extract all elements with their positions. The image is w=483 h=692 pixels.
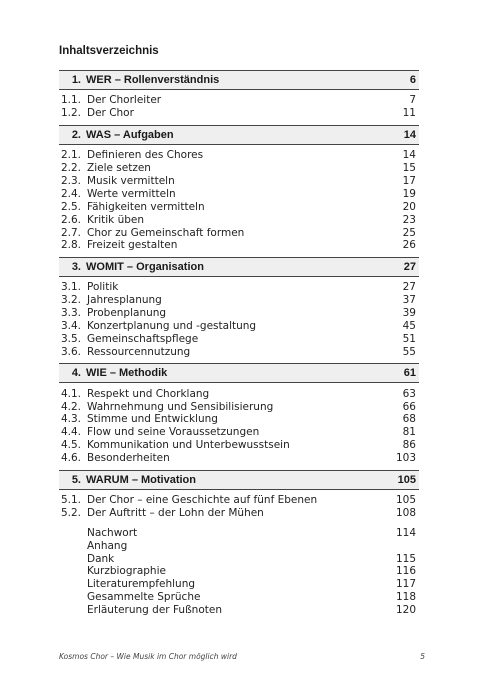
chapter-heading[interactable] — [59, 470, 419, 490]
toc-entry[interactable] — [59, 307, 419, 320]
chapter-title: WARUM – Motivation — [86, 473, 196, 486]
chapter-page: 105 — [397, 473, 416, 486]
appendix-page: 118 — [395, 591, 416, 604]
entry-number: 4.3. — [60, 413, 81, 426]
entry-number: 3.5. — [60, 332, 81, 345]
entry-title: Stimme und Entwicklung — [87, 413, 218, 426]
appendix-entry[interactable] — [59, 526, 419, 539]
entry-number: 2.2. — [60, 162, 81, 175]
appendix-page: 116 — [395, 565, 416, 578]
entry-page: 63 — [402, 387, 416, 400]
entry-title: Kritik üben — [87, 213, 145, 226]
toc-entry[interactable] — [59, 294, 419, 307]
appendix-entry[interactable] — [59, 604, 419, 617]
toc-entry[interactable] — [59, 387, 419, 400]
toc-entry[interactable] — [59, 162, 419, 175]
entry-title: Der Chorleiter — [87, 94, 162, 107]
toc-entry[interactable] — [59, 200, 419, 213]
entry-title: Der Auftritt – der Lohn der Mühen — [87, 506, 264, 519]
appendix-entry[interactable] — [59, 565, 419, 578]
chapter-page: 27 — [403, 260, 416, 273]
entry-page: 14 — [402, 149, 416, 162]
toc-entry[interactable] — [59, 226, 419, 239]
entry-title: Jahresplanung — [87, 294, 162, 307]
entry-number: 1.2. — [60, 107, 81, 120]
appendix-entry[interactable] — [59, 578, 419, 591]
page-footer — [59, 652, 425, 661]
toc-entry[interactable] — [59, 332, 419, 345]
appendix-title: Anhang — [87, 539, 128, 552]
chapter-title: WIE – Methodik — [86, 367, 168, 380]
entry-page: 51 — [402, 332, 416, 345]
entry-page: 103 — [395, 452, 416, 465]
entry-title: Freizeit gestalten — [87, 239, 178, 252]
chapter-entries — [59, 490, 419, 622]
entry-number: 4.1. — [60, 387, 81, 400]
entry-title: Respekt und Chorklang — [87, 387, 210, 400]
entry-number: 2.4. — [60, 187, 81, 200]
entry-page: 39 — [402, 307, 416, 320]
toc-entry[interactable] — [59, 400, 419, 413]
entry-page: 105 — [395, 494, 416, 507]
entry-page: 55 — [402, 345, 416, 358]
entry-page: 37 — [402, 294, 416, 307]
entry-page: 17 — [402, 175, 416, 187]
appendix-title: Nachwort — [87, 526, 138, 539]
entry-number: 4.4. — [60, 426, 81, 439]
entry-title: Kommunikation und Unterbewusstsein — [87, 439, 290, 452]
chapter-page: 61 — [403, 367, 416, 380]
toc-entry[interactable] — [59, 494, 419, 507]
entry-number: 2.6. — [60, 213, 81, 226]
entry-number: 4.2. — [60, 400, 81, 413]
entry-page: 45 — [402, 320, 416, 333]
toc-entry[interactable] — [59, 345, 419, 358]
entry-page: 27 — [402, 281, 416, 294]
entry-number: 4.6. — [60, 452, 81, 465]
entry-number: 2.8. — [60, 239, 81, 252]
entry-page: 81 — [402, 426, 416, 439]
toc-entry[interactable] — [59, 426, 419, 439]
chapter-number: 3. — [71, 260, 81, 273]
chapter-entries — [59, 145, 419, 257]
toc-entry[interactable] — [59, 413, 419, 426]
toc-entry[interactable] — [59, 239, 419, 252]
chapter-title: WAS – Aufgaben — [86, 128, 174, 141]
toc-entry[interactable] — [59, 452, 419, 465]
toc-entry[interactable] — [59, 213, 419, 226]
entry-page: 68 — [402, 413, 416, 426]
entry-title: Politik — [87, 281, 119, 294]
appendix-page: 120 — [395, 604, 416, 617]
entry-title: Konzertplanung und -gestaltung — [87, 320, 257, 333]
appendix-title: Gesammelte Sprüche — [87, 591, 201, 604]
entry-title: Fähigkeiten vermitteln — [87, 200, 205, 213]
chapter-number: 4. — [71, 367, 81, 380]
appendix-title: Kurzbiographie — [87, 565, 166, 578]
entry-title: Der Chor — [87, 107, 134, 120]
chapter-page: 14 — [403, 128, 416, 141]
chapter-heading[interactable] — [59, 363, 419, 383]
page-title: Inhaltsverzeichnis — [59, 45, 159, 57]
toc-entry[interactable] — [59, 107, 419, 120]
entry-title: Ziele setzen — [87, 162, 151, 175]
entry-title: Der Chor – eine Geschichte auf fünf Ebenen — [87, 494, 318, 507]
toc-entry[interactable] — [59, 439, 419, 452]
chapter-title: WER – Rollenverständnis — [86, 74, 220, 86]
entry-number: 4.5. — [60, 439, 81, 452]
toc-entry[interactable] — [59, 187, 419, 200]
chapter-entries — [59, 90, 419, 125]
entry-page: 19 — [402, 187, 416, 200]
entry-page: 108 — [395, 506, 416, 519]
entry-title: Flow und seine Voraussetzungen — [87, 426, 260, 439]
appendix-page: 114 — [395, 526, 416, 539]
chapter-number: 5. — [71, 473, 81, 486]
chapter-entries — [59, 277, 419, 363]
entry-title: Wahrnehmung und Sensibilisierung — [87, 400, 274, 413]
entry-number: 2.3. — [60, 175, 81, 187]
footer-book-title: Kosmos Chor – Wie Musik im Chor möglich wird — [59, 652, 237, 661]
entry-title: Werte vermitteln — [87, 187, 176, 200]
appendix-page: 115 — [395, 552, 416, 565]
entry-title: Definieren des Chores — [87, 149, 204, 162]
entry-page: 66 — [402, 400, 416, 413]
entry-title: Gemeinschaftspflege — [87, 332, 199, 345]
entry-number: 3.6. — [60, 345, 81, 358]
entry-number: 2.7. — [60, 226, 81, 239]
appendix-entry[interactable] — [59, 539, 419, 552]
entry-number: 2.1. — [60, 149, 81, 162]
entry-page: 15 — [402, 162, 416, 175]
toc-entry[interactable] — [59, 94, 419, 107]
chapter-number: 2. — [71, 128, 81, 141]
entry-number: 3.4. — [60, 320, 81, 333]
entry-number: 5.2. — [60, 506, 81, 519]
appendix-page: 117 — [395, 578, 416, 591]
entry-number: 2.5. — [60, 200, 81, 213]
entry-number: 3.1. — [60, 281, 81, 294]
toc-entry[interactable] — [59, 149, 419, 162]
appendix-title: Literaturempfehlung — [87, 578, 196, 591]
appendix-title: Erläuterung der Fußnoten — [87, 604, 222, 617]
chapter-title: WOMIT – Organisation — [86, 260, 204, 273]
table-of-contents — [59, 70, 419, 622]
entry-title: Musik vermitteln — [87, 175, 175, 187]
appendix-entry[interactable] — [59, 591, 419, 604]
entry-title: Ressourcennutzung — [87, 345, 191, 358]
toc-entry[interactable] — [59, 506, 419, 519]
footer-page-number: 5 — [420, 652, 425, 661]
toc-entry[interactable] — [59, 281, 419, 294]
chapter-heading[interactable] — [59, 257, 419, 277]
appendix-title: Dank — [87, 552, 115, 565]
entry-number: 3.3. — [60, 307, 81, 320]
entry-page: 20 — [402, 200, 416, 213]
entry-title: Chor zu Gemeinschaft formen — [87, 226, 245, 239]
chapter-heading[interactable] — [59, 70, 419, 90]
chapter-number: 1. — [71, 74, 81, 86]
entry-title: Besonderheiten — [87, 452, 170, 465]
entry-number: 5.1. — [60, 494, 81, 507]
entry-number: 3.2. — [60, 294, 81, 307]
entry-number: 1.1. — [60, 94, 81, 107]
chapter-entries — [59, 383, 419, 469]
chapter-page: 6 — [409, 74, 416, 86]
entry-page: 11 — [402, 107, 416, 120]
entry-title: Probenplanung — [87, 307, 167, 320]
entry-page: 25 — [402, 226, 416, 239]
toc-entry[interactable] — [59, 320, 419, 333]
entry-page: 26 — [402, 239, 416, 252]
entry-page: 7 — [409, 94, 416, 107]
toc-entry[interactable] — [59, 175, 419, 188]
entry-page: 86 — [402, 439, 416, 452]
chapter-heading[interactable] — [59, 125, 419, 145]
appendix-entry[interactable] — [59, 552, 419, 565]
entry-page: 23 — [402, 213, 416, 226]
